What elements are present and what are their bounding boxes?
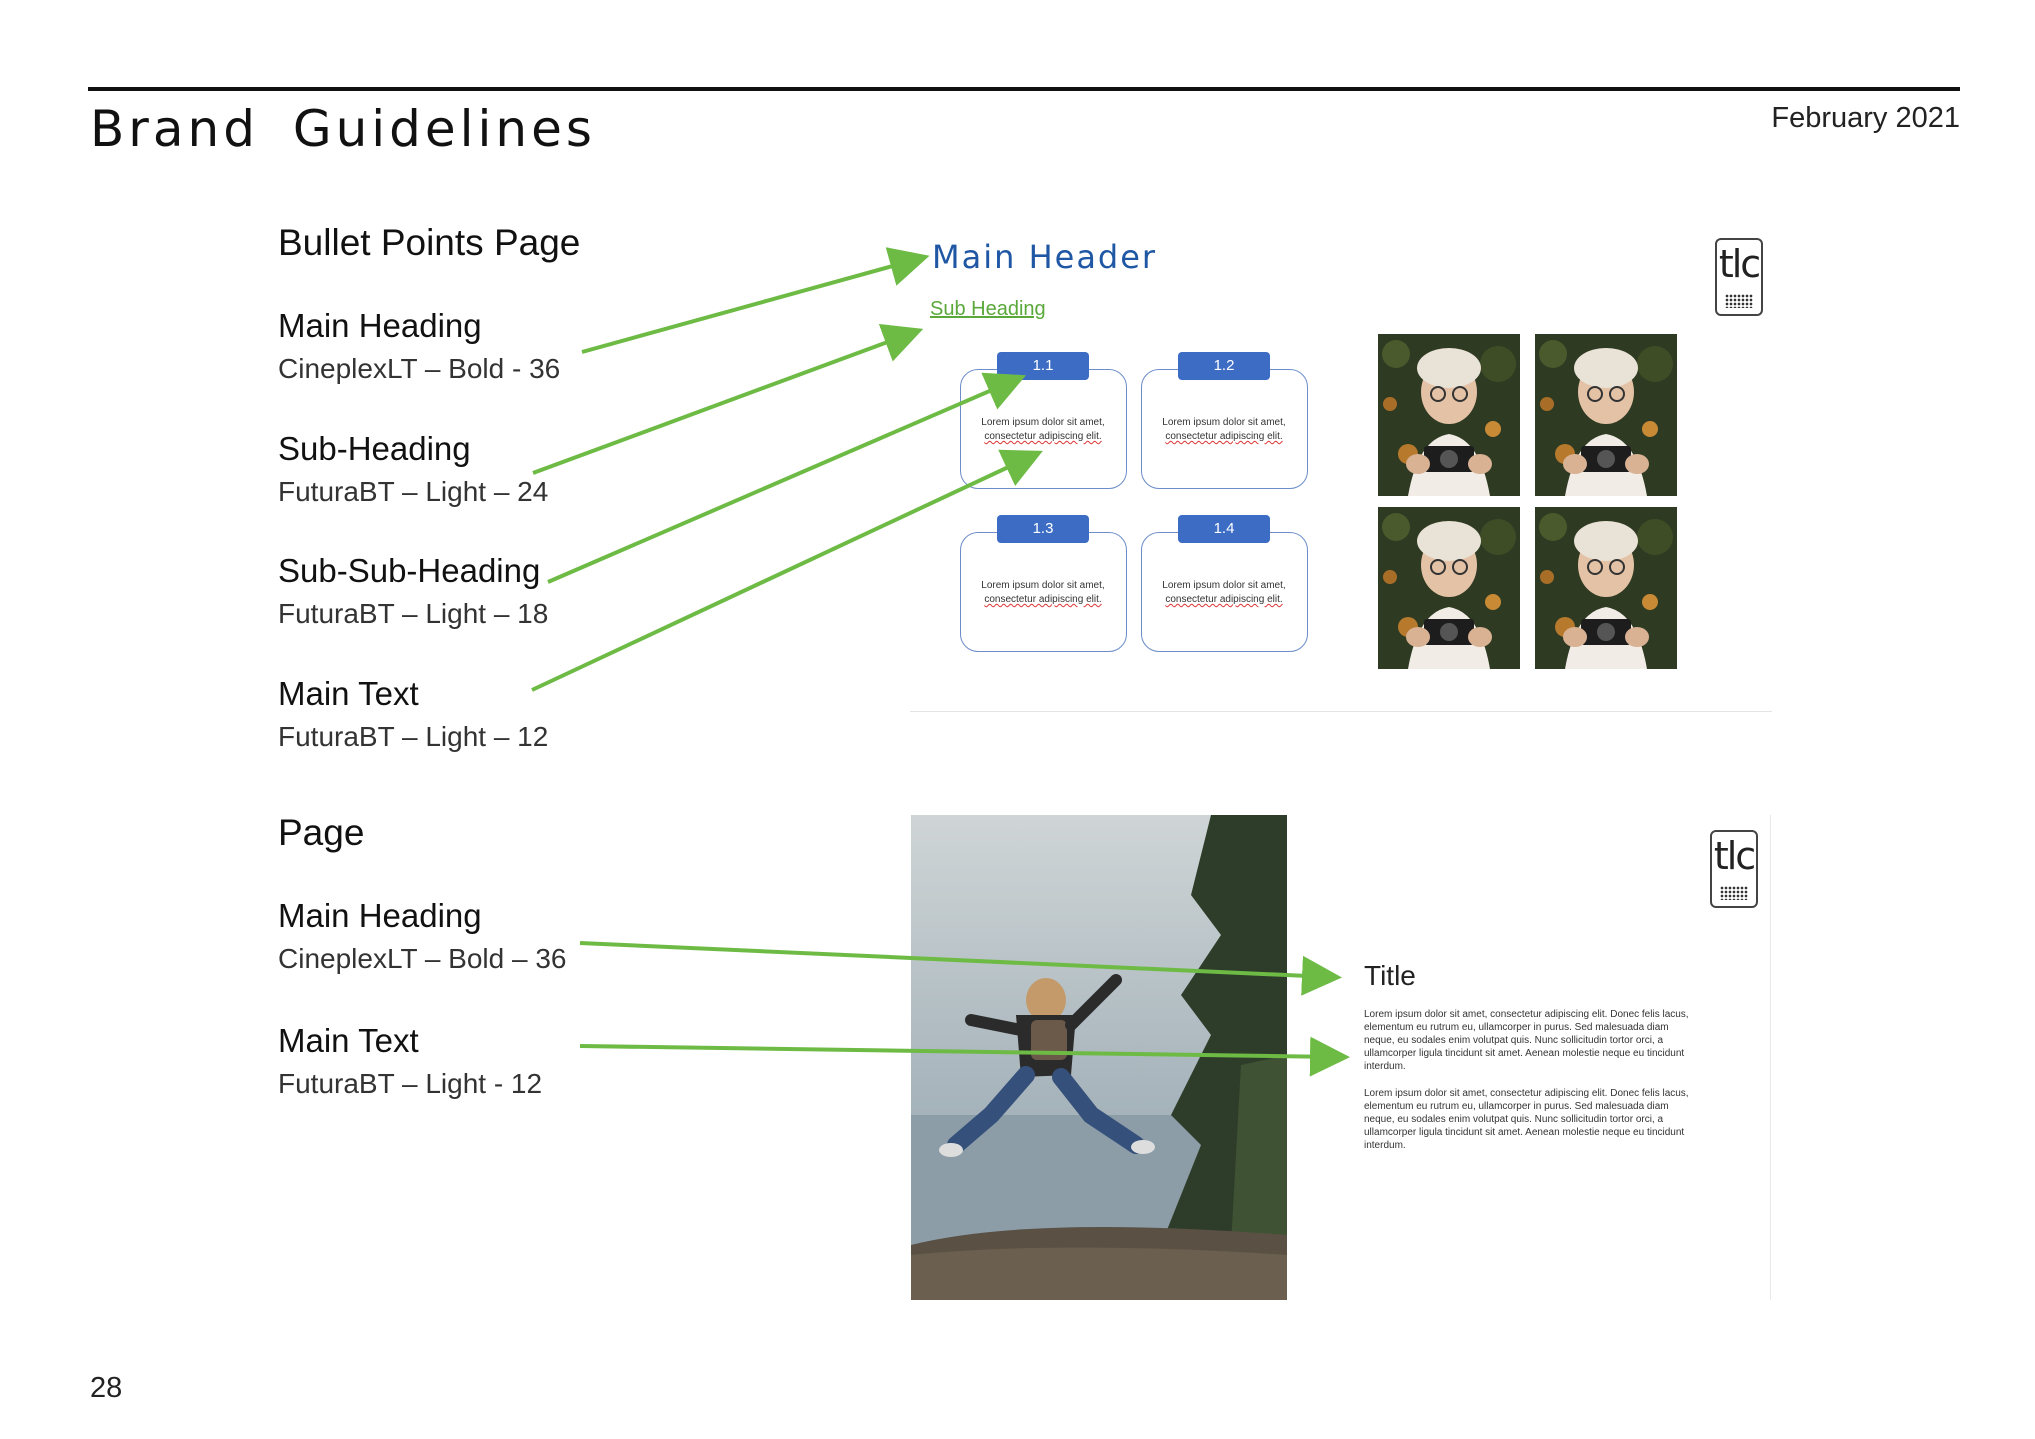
spec-name-main-heading: Main Heading [278, 307, 482, 344]
mock-page-paragraph-1: Lorem ipsum dolor sit amet, consectetur adipiscing elit. Donec felis lacus, elementum eu rutrum eu, ullamcorper in purus. Sed malesuada diam neque, eu sodales enim volutpat quis. Nunc sollicitudin tortor orci, a ullamcorper ligula tincidunt sit amet. Aenean molestie neque eu tincidunt interdum. [1364, 1009, 1689, 1072]
photo-woman-camera [1535, 334, 1677, 496]
spec-font-main-text: FuturaBT – Light – 12 [278, 721, 549, 752]
bullet-card-text [973, 579, 1113, 607]
spec-font-page-main-text: FuturaBT – Light - 12 [278, 1068, 543, 1099]
document-date: February 2021 [1771, 102, 1960, 134]
spec-name-sub-heading: Sub-Heading [278, 430, 471, 467]
bullet-card-1-2 [1141, 369, 1308, 489]
bullet-card-text [1154, 416, 1294, 444]
tlc-logo-dots [1725, 294, 1753, 308]
spec-name-page-main-heading: Main Heading [278, 897, 482, 934]
mock-page-edge [1770, 815, 1771, 1300]
tlc-logo-text: tlc [1713, 834, 1755, 878]
spec-name-sub-sub-heading: Sub-Sub-Heading [278, 552, 541, 589]
bullet-card-tab-1-1: 1.1 [997, 352, 1089, 380]
bullet-card-text [1154, 579, 1294, 607]
arrow-main-heading [582, 259, 918, 352]
tlc-logo-text: tlc [1718, 242, 1760, 286]
spec-font-sub-sub-heading: FuturaBT – Light – 18 [278, 598, 549, 629]
bullet-card-line1: Lorem ipsum dolor sit amet, [1162, 417, 1286, 428]
arrow-sub-heading [533, 333, 912, 473]
photo-woman-camera [1378, 334, 1520, 496]
bullet-card-1-3 [960, 532, 1127, 652]
bullet-card-line2: consectetur adipiscing elit. [1165, 431, 1283, 442]
arrow-sub-sub-heading [548, 380, 1015, 582]
spec-name-page-main-text: Main Text [278, 1022, 419, 1059]
tlc-logo-dots [1720, 886, 1748, 900]
document-title: Brand Guidelines [90, 100, 596, 158]
photo-woman-camera [1535, 507, 1677, 669]
spec-name-main-text: Main Text [278, 675, 419, 712]
bullet-card-line1: Lorem ipsum dolor sit amet, [981, 417, 1105, 428]
mock-main-header: Main Header [932, 238, 1158, 276]
mock-page-title: Title [1364, 960, 1416, 991]
arrow-main-text [532, 456, 1032, 690]
tlc-logo-page [1710, 830, 1758, 908]
spec-font-main-heading: CineplexLT – Bold - 36 [278, 353, 561, 384]
bullet-card-tab-1-2: 1.2 [1178, 352, 1270, 380]
mock-divider [910, 711, 1772, 712]
mock-sub-heading: Sub Heading [930, 298, 1046, 320]
spec-font-page-main-heading: CineplexLT – Bold – 36 [278, 943, 567, 974]
tlc-logo [1715, 238, 1763, 316]
bullet-card-text [973, 416, 1113, 444]
bullet-card-tab-1-3: 1.3 [997, 515, 1089, 543]
bullet-card-1-1 [960, 369, 1127, 489]
header-rule [88, 87, 1960, 91]
spec-font-sub-heading: FuturaBT – Light – 24 [278, 476, 549, 507]
bullet-card-line2: consectetur adipiscing elit. [1165, 594, 1283, 605]
bullet-card-line1: Lorem ipsum dolor sit amet, [1162, 580, 1286, 591]
bullet-card-line2: consectetur adipiscing elit. [984, 594, 1102, 605]
section-title-page: Page [278, 812, 365, 853]
photo-jumping-person [911, 815, 1287, 1300]
photo-woman-camera [1378, 507, 1520, 669]
mock-page-paragraph-2: Lorem ipsum dolor sit amet, consectetur adipiscing elit. Donec felis lacus, elementum eu rutrum eu, ullamcorper in purus. Sed malesuada diam neque, eu sodales enim volutpat quis. Nunc sollicitudin tortor orci, a ullamcorper ligula tincidunt sit amet. Aenean molestie neque eu tincidunt interdum. [1364, 1088, 1689, 1151]
bullet-card-tab-1-4: 1.4 [1178, 515, 1270, 543]
page-number: 28 [90, 1372, 123, 1404]
section-title-bullet-points: Bullet Points Page [278, 222, 581, 263]
bullet-card-line2: consectetur adipiscing elit. [984, 431, 1102, 442]
bullet-card-line1: Lorem ipsum dolor sit amet, [981, 580, 1105, 591]
bullet-card-1-4 [1141, 532, 1308, 652]
